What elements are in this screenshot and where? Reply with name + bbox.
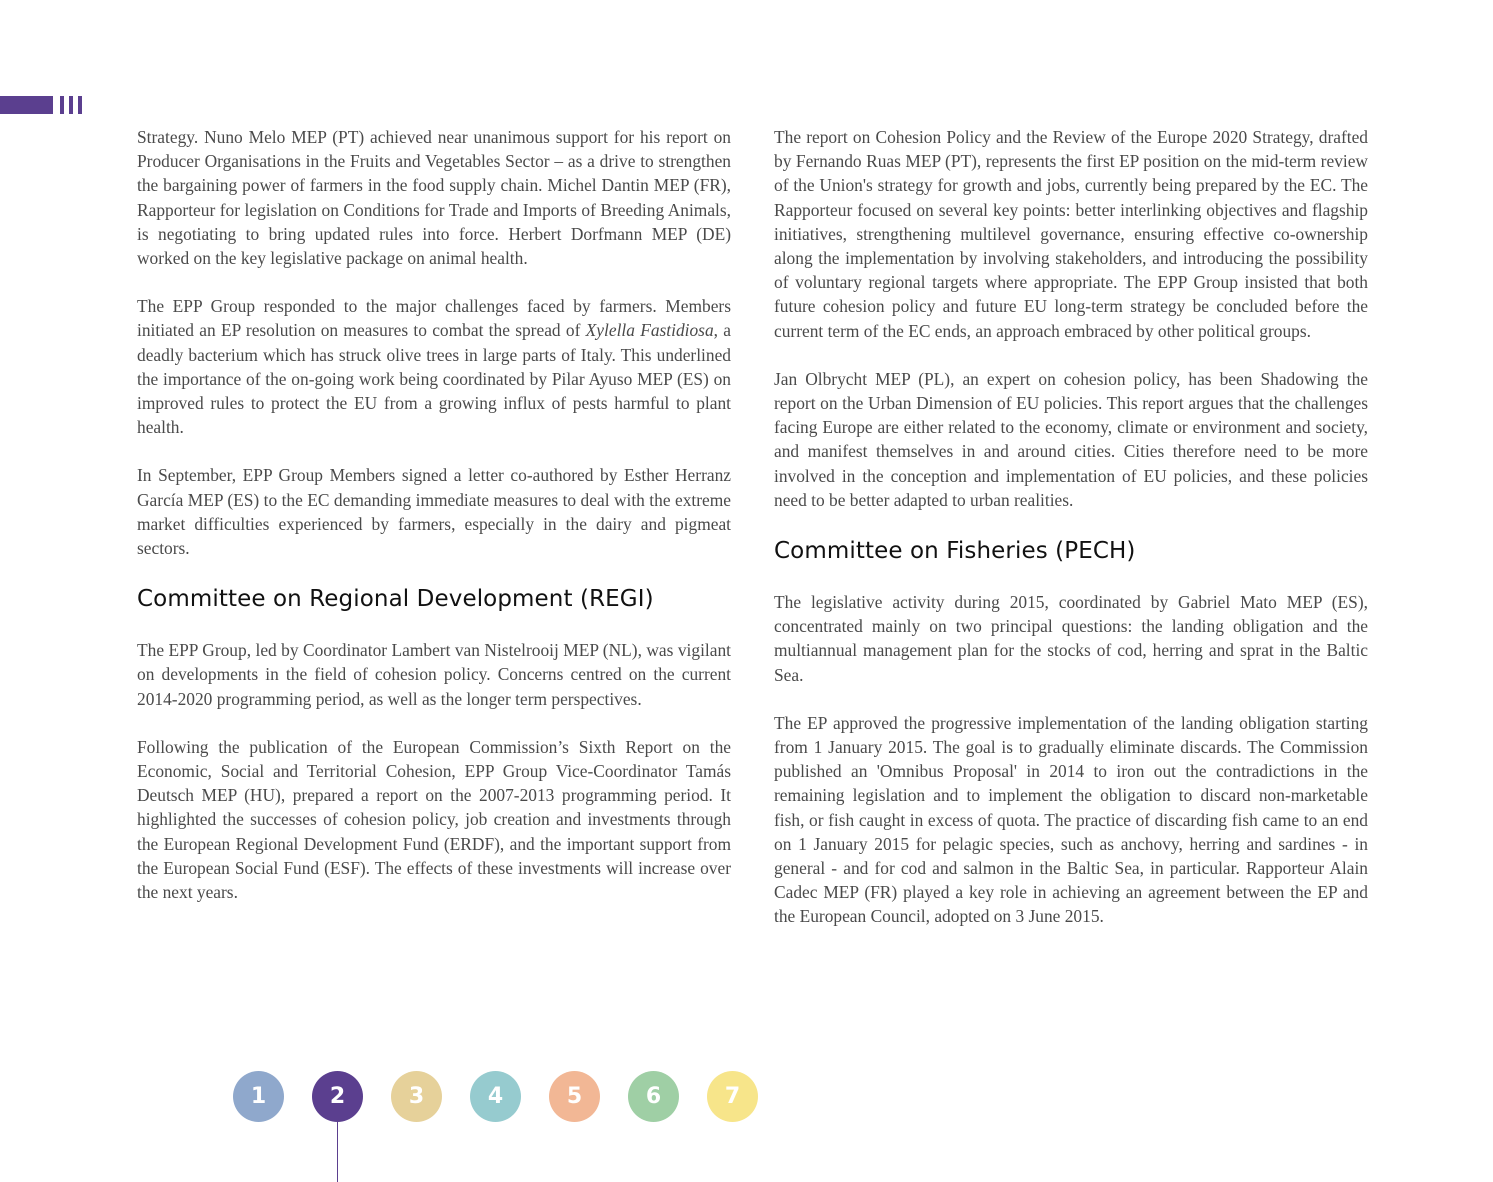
- paragraph-urban-dimension: Jan Olbrycht MEP (PL), an expert on cohesion policy, has been Shadowing the report on the Urban Dimension of EU policies. This report argues that the challenges facing Europe are either related to the economy, climate or environment and society, and manifest themselves in and around cities. Cities therefore need to be more involved in the conception and implementation of EU policies, and these policies need to be better adapted to urban realities.: [774, 368, 1368, 510]
- paragraph-pech-legislative: The legislative activity during 2015, coordinated by Gabriel Mato MEP (ES), concentrated mainly on two principal questions: the landing obligation and the multiannual management plan for the stocks of cod, herring and sprat in the Baltic Sea.: [774, 592, 1368, 685]
- chapter-4-button[interactable]: 4: [470, 1071, 521, 1122]
- paragraph-cohesion-report: The report on Cohesion Policy and the Review of the Europe 2020 Strategy, drafted by Fernando Ruas MEP (PT), represents the first EP position on the mid-term review of the Union's strategy for growth and jobs, currently being prepared by the EC. The Rapporteur focused on several key points: better interlinking objectives and flagship initiatives, strengthening multilevel governance, ensuring effective co-ownership along the implementation by involving stakeholders, and introducing the possibility of voluntary regional targets where appropriate. The EPP Group insisted that both future cohesion policy and future EU long-term strategy be concluded before the current term of the EC ends, an approach embraced by other political groups.: [774, 127, 1368, 341]
- paragraph-regi-coordinator: The EPP Group, led by Coordinator Lambert van Nistelrooij MEP (NL), was vigilant on developments in the field of cohesion policy. Concerns centred on the current 2014-2020 programming period, as well as the longer term perspectives.: [137, 640, 731, 709]
- paragraph-text: The EPP Group responded to the major challenges faced by farmers. Members initiated an EP resolution on measures to combat the spread of: [137, 296, 731, 341]
- heading-pech: Committee on Fisheries (PECH): [774, 538, 1136, 565]
- chapter-5-button[interactable]: 5: [549, 1071, 600, 1122]
- active-chapter-indicator-line: [337, 1122, 338, 1182]
- section-marker-tick: [78, 96, 82, 114]
- chapter-3-button[interactable]: 3: [391, 1071, 442, 1122]
- chapter-1-button[interactable]: 1: [233, 1071, 284, 1122]
- chapter-6-button[interactable]: 6: [628, 1071, 679, 1122]
- section-marker-tick: [60, 96, 64, 114]
- right-column: [774, 125, 1368, 953]
- paragraph-text: , a deadly bacterium which has struck olive trees in large parts of Italy. This underlined the importance of the on-going work being coordinated by Pilar Ayuso MEP (ES) on improved rules to protect the EU from a growing influx of pests harmful to plant health.: [137, 320, 732, 438]
- chapter-2-button[interactable]: 2: [312, 1071, 363, 1122]
- chapter-7-button[interactable]: 7: [707, 1071, 758, 1122]
- paragraph-landing-obligation: The EP approved the progressive implementation of the landing obligation starting from 1 January 2015. The goal is to gradually eliminate discards. The Commission published an 'Omnibus Proposal' in 2014 to iron out the contradictions in the remaining legislation and to implement the obligation to discard non-marketable fish, or fish caught in excess of quota. The practice of discarding fish came to an end on 1 January 2015 for pelagic species, such as anchovy, herring and sardines - in general - and for cod and salmon in the Baltic Sea, in particular. Rapporteur Alain Cadec MEP (FR) played a key role in achieving an agreement between the EP and the European Council, adopted on 3 June 2015.: [774, 712, 1368, 927]
- species-name: Xylella Fastidiosa: [585, 320, 714, 341]
- paragraph-sixth-report: Following the publication of the European Commission’s Sixth Report on the Economic, Social and Territorial Cohesion, EPP Group Vice-Coordinator Tamás Deutsch MEP (HU), prepared a report on the 2007-2013 programming period. It highlighted the successes of cohesion policy, job creation and investments through the European Regional Development Fund (ERDF), and the important support from the European Social Fund (ESF). The effects of these investments will increase over the next years.: [137, 736, 731, 903]
- section-marker-bar: [0, 96, 53, 114]
- heading-regi: Committee on Regional Development (REGI): [137, 586, 654, 613]
- left-column: [137, 125, 731, 928]
- paragraph-epp-farmers: [137, 294, 731, 439]
- paragraph-september-letter: In September, EPP Group Members signed a letter co-authored by Esther Herranz García MEP (ES) to the EC demanding immediate measures to deal with the extreme market difficulties experienced by farmers, especially in the dairy and pigmeat sectors.: [137, 465, 731, 559]
- paragraph-agri-strategy: Strategy. Nuno Melo MEP (PT) achieved near unanimous support for his report on Producer Organisations in the Fruits and Vegetables Sector – as a drive to strengthen the bargaining power of farmers in the food supply chain. Michel Dantin MEP (FR), Rapporteur for legislation on Conditions for Trade and Imports of Breeding Animals, is negotiating to bring updated rules into force. Herbert Dorfmann MEP (DE) worked on the key legislative package on animal health.: [137, 127, 731, 269]
- section-marker-tick: [69, 96, 73, 114]
